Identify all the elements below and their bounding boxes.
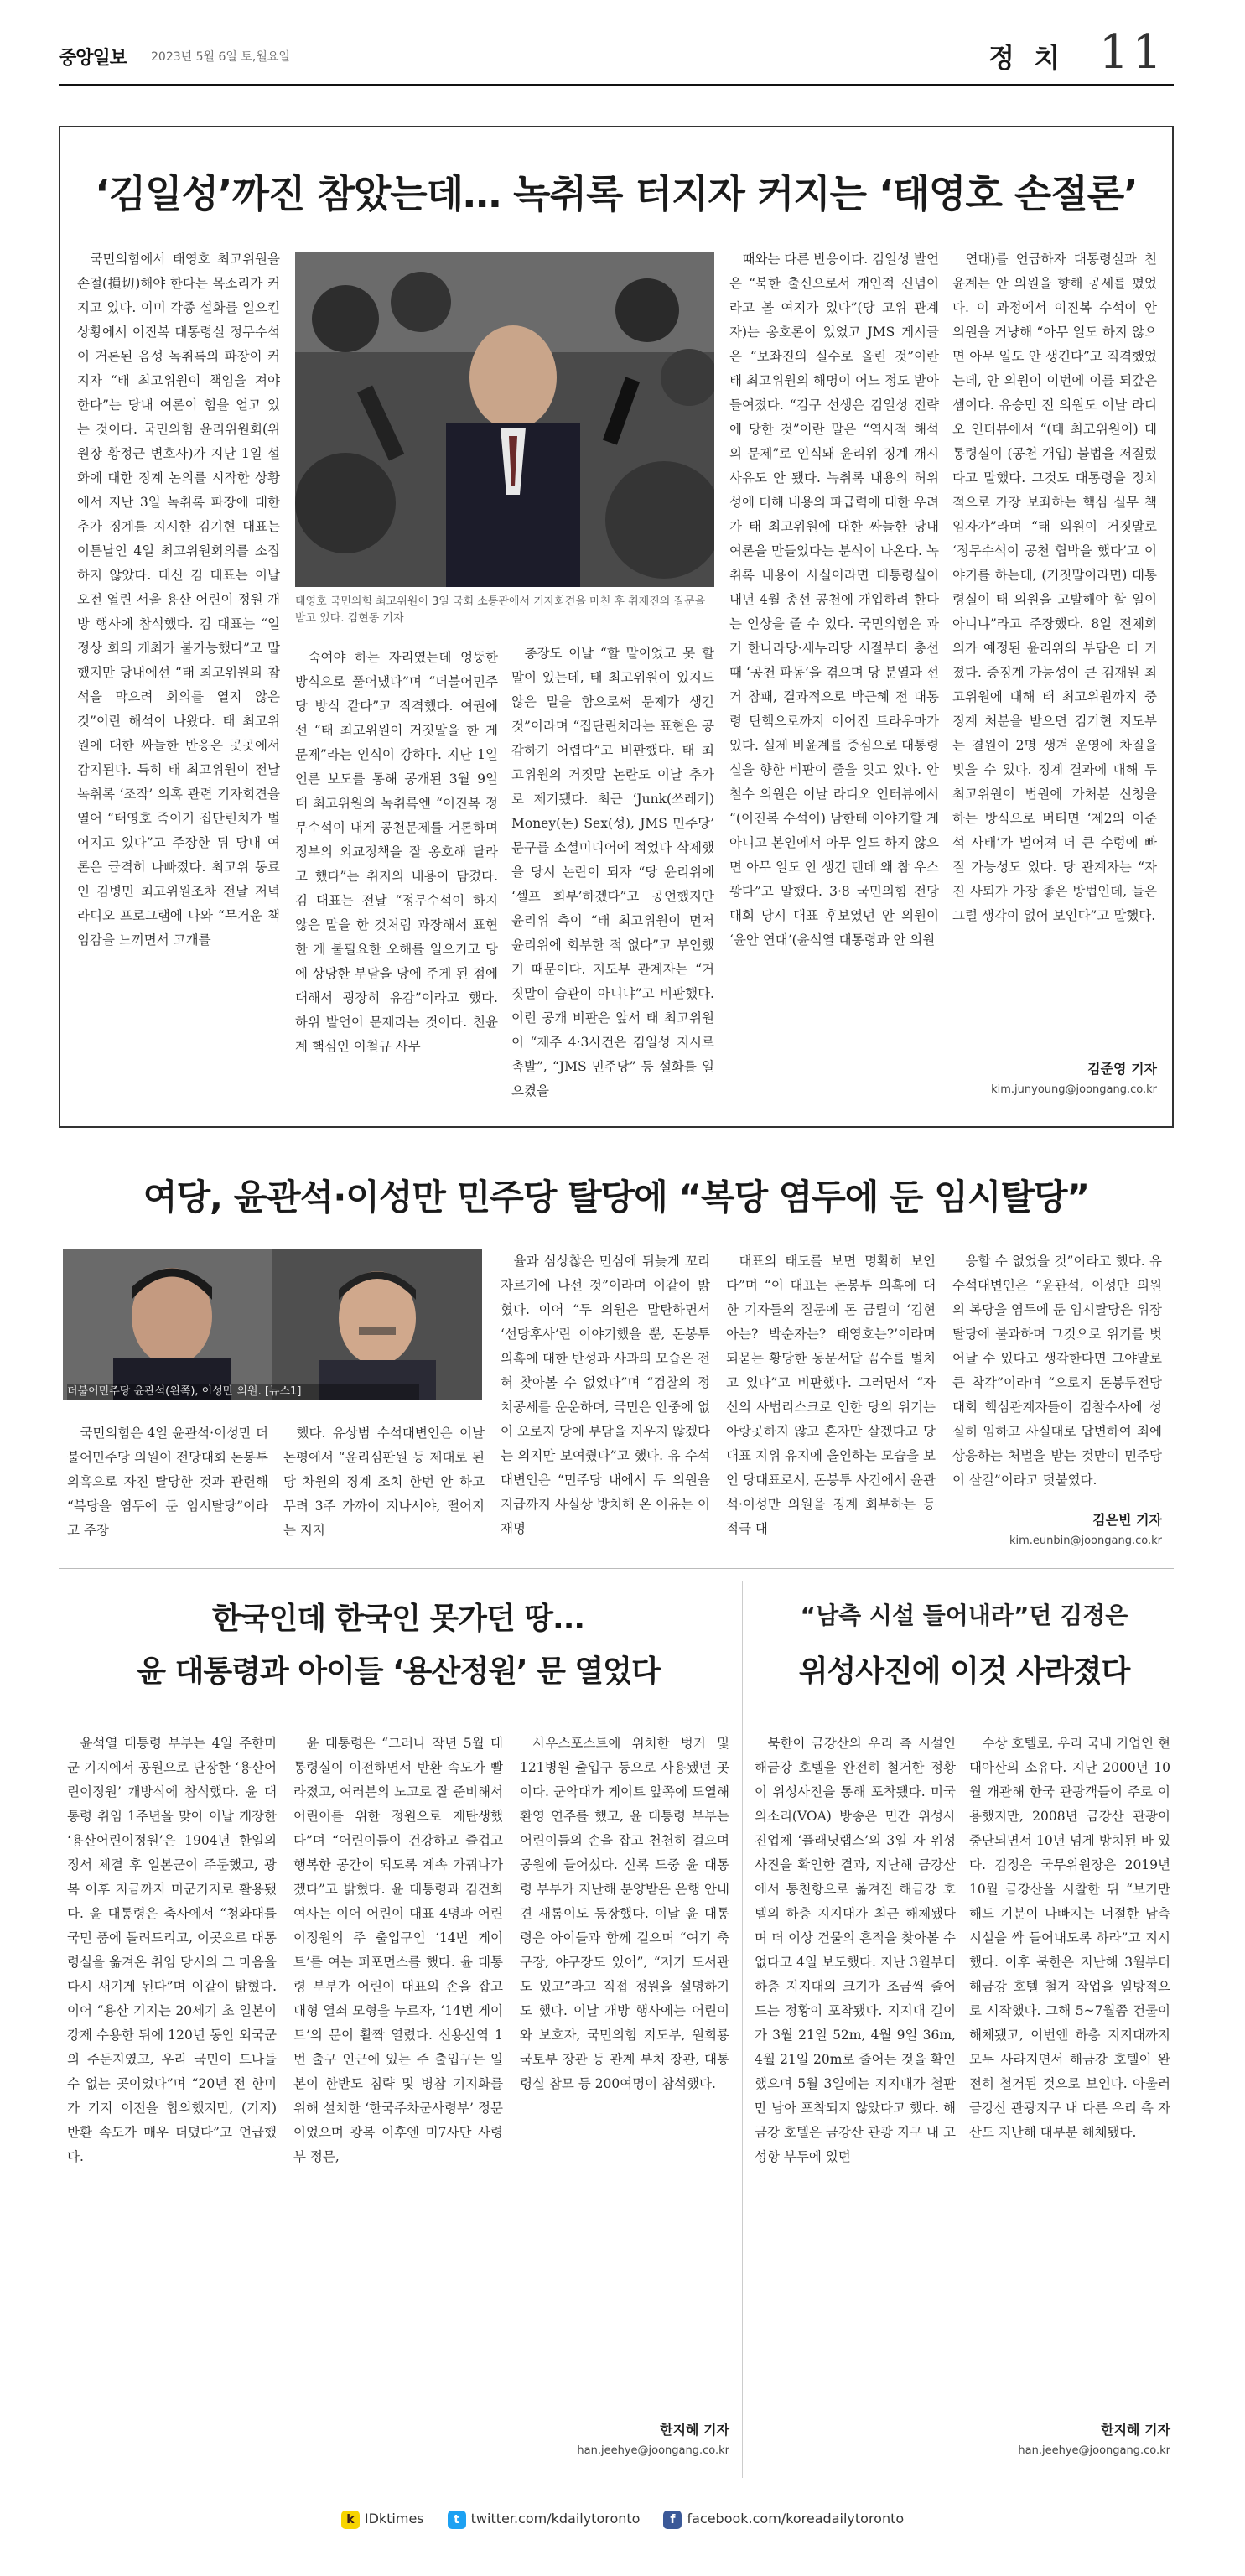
article1-col2-text: 숙여야 하는 자리였는데 엉뚱한 방식으로 풀어냈다”며 “더불어민주당 방식 같다”고 직격했다. 여권에선 “태 최고위원이 거짓말을 한 게 문제”라는 인식이 강하다. 지난 1일 언론 보도를 통해 공개된 3월 9일 태 최고위원의 녹취록엔 “이진복 정무수석이 내게 공천문제를 거론하며 정부의 외교정책을 잘 옹호해 달라고 했다”는 취지의 내용이 담겼다. 김 대표는 전날 “정무수석이 하지 않은 말을 한 것처럼 과장해서 표현한 게 불필요한 오해를 일으키고 당에 상당한 부담을 당에 주게 된 점에 대해서 굉장히 유감”이라고 했다. 하위 발언이 문제라는 것이다. 친윤계 핵심인 이철규 사무 [295,650,498,1054]
article1-photo-caption: 태영호 국민의힘 최고위원이 3일 국회 소통관에서 기자회견을 마친 후 취재진의 질문을 받고 있다. 김현동 기자 [295,595,706,625]
article3-col1-text: 윤석열 대통령 부부는 4일 주한미군 기지에서 공원으로 단장한 ‘용산어린이정원’ 개방식에 참석했다. 윤 대통령 취임 1주년을 맞아 이날 개장한 ‘용산어린이정원’은 1904년 한일의정서 체결 후 일본군이 주둔했고, 광복 이후 지금까지 미군기지로 활용됐다. 윤 대통령은 축사에서 “청와대를 국민 품에 돌려드리고, 이곳으로 대통령실을 옮겨온 취임 당시의 그 마음을 다시 새기게 된다”며 이같이 밝혔다. 이어 “용산 기지는 20세기 초 일본이 강제 수용한 뒤에 120년 동안 외국군의 주둔지였고, 우리 국민이 드나들 수 없는 곳이었다”며 “20년 전 한미가 기지 이전을 합의했지만, (기지) 반환 속도가 매우 더뎠다”고 언급했다. [67,1736,277,2164]
article2-photo [63,1249,482,1400]
section-name: 정 치 [988,42,1065,74]
social-footer [0,2503,1245,2537]
article3-headline-line2: 윤 대통령과 아이들 ‘용산정원’ 문 열었다 [137,1654,660,1689]
twitter-url: twitter.com/kdailytoronto [470,2511,641,2527]
article2-headline: 여당, 윤관석·이성만 민주당 탈당에 “복당 염두에 둔 임시탈당” [143,1176,1090,1218]
article4-headline: 위성사진에 이것 사라졌다 [798,1654,1130,1689]
section-divider [59,1568,1174,1569]
issue-date: 2023년 5월 6일 토,월요일 [151,50,290,64]
twitter-icon: t [448,2511,466,2529]
article3-column-1 [67,1732,277,2470]
article2-col4-text: 대표의 태도를 보면 명확히 보인다”며 “이 대표는 돈봉투 의혹에 대한 기자들의 질문에 돈 금릴이 ‘김현아는? 박순자는? 태영호는?’이라며 되묻는 황당한 동문서답 꼼수를 벌치고 있다”고 비판했다. 그러면서 “자신의 사법리스크로 인한 당의 위기는 아랑곳하지 않고 혼자만 살겠다고 당대표 지위 유지에 올인하는 모습을 보인 당대표로서, 돈봉투 사건에서 윤관석·이성만 의원을 징계 회부하는 등 적극 대 [726,1254,936,1536]
article1-col3-text: 총장도 이날 “할 말이었고 못 할 말이 있는데, 태 최고위원이 있지도 않은 말을 함으로써 문제가 생긴 것”이라며 “집단린치라는 표현은 공감하기 어렵다”고 비판했다. 태 최고위원의 거짓말 논란도 이날 추가로 제기됐다. 최근 ‘Junk(쓰레기) Money(돈) Sex(성), JMS 민주당’ 문구를 소셜미디어에 적었다 삭제했을 당시 논란이 되자 “당 윤리위에 ‘셀프 회부’하겠다”고 공언했지만 윤리위 측이 “태 최고위원이 먼저 윤리위에 회부한 적 없다”고 부인했기 때문이다. 지도부 관계자는 “거짓말이 습관이 아니냐”고 비판했다. 이런 공개 비판은 앞서 태 최고위원이 “제주 4·3사건은 김일성 지시로 촉발”, “JMS 민주당” 등 설화를 일으켰을 [511,646,714,1098]
article3-col2-text: 윤 대통령은 “그러나 작년 5월 대통령실이 이전하면서 반환 속도가 빨라졌고, 여러분의 노고로 잘 준비해서 어린이를 위한 정원으로 재탄생했다”며 “어린이들이 건강하고 즐겁고 행복한 공간이 되도록 계속 가꿔나가겠다”고 밝혔다. 윤 대통령과 김건희 여사는 이어 어린이 대표 4명과 어린이정원의 주 출입구인 ‘14번 게이트’를 여는 퍼포먼스를 했다. 윤 대통령 부부가 어린이 대표의 손을 잡고 대형 열쇠 모형을 누르자, ‘14번 게이트’의 문이 활짝 열렸다. 신용산역 1번 출구 인근에 있는 주 출입구는 일본이 한반도 침략 및 병참 기지화를 위해 설치한 ‘한국주차군사령부’ 정문이었으며 광복 이후엔 미7사단 사령부 정문, [293,1736,503,2164]
kakao-link[interactable] [341,2511,424,2529]
article4-column-1 [755,1732,956,2470]
article2-email[interactable]: kim.eunbin@joongang.co.kr [1009,1535,1162,1547]
masthead-rule [59,84,1174,86]
article4-kicker: “남측 시설 들어내라”던 김정은 [800,1602,1128,1629]
article3-byline: 한지혜 기자 [660,2422,729,2438]
article1-col5-text: 연대)를 언급하자 대통령실과 친윤계는 안 의원을 향해 공세를 폈었다. 이 과정에서 이진복 수석이 안 의원을 거냥해 “아무 일도 하지 않으면 아무 일도 안 생긴다”고 직격했었는데, 안 의원이 이번에 이를 되갚은 셈이다. 유승민 전 의원도 이날 라디오 인터뷰에서 “(태 최고위원이) 대통령실이 (공천 개입) 불법을 저질렀다고 말했다. 그것도 대통령을 정치적으로 가장 보좌하는 핵심 실무 책임자가”라며 “태 의원이 거짓말로 ‘정무수석이 공천 협박을 했다’고 이야기를 하는데, (거짓말이라면) 대통령실이 태 의원을 고발해야 할 일이 아니냐”라고 주장했다. 8일 전체회의가 예정된 윤리위의 부담은 더 커졌다. 중징계 가능성이 큰 김재원 최고위원에 대해 태 최고위원까지 중징계 처분을 받으면 김기현 지도부는 결원이 2명 생겨 운영에 차질을 빚을 수 있다. 징계 결과에 대해 두 최고위원이 법원에 가처분 신청을 하는 방식으로 버티면 ‘제2의 이준석 사태’가 벌어져 더 큰 수렁에 빠질 가능성도 있다. 당 관계자는 “자진 사퇴가 가장 좋은 방법인데, 들은 그럴 생각이 없어 보인다”고 말했다. [952,252,1157,923]
facebook-url: facebook.com/koreadailytoronto [687,2511,905,2527]
article4-column-2 [969,1732,1170,2402]
article1-column-5 [952,247,1157,1044]
article4-col1-text: 북한이 금강산의 우리 측 시설인 해금강 호텔을 완전히 철거한 정황이 위성사진을 통해 포착됐다. 미국의소리(VOA) 방송은 민간 위성사진업체 ‘플래닛랩스’의 3일 자 위성사진을 확인한 결과, 지난해 금강산에서 통천항으로 옮겨진 해금강 호텔의 하층 지지대가 최근 해체됐다며 더 이상 건물의 흔적을 찾아볼 수 없다고 4일 보도했다. 지난 3월부터 하층 지지대의 크기가 조금씩 줄어드는 정황이 포착됐다. 지지대 길이가 3월 21일 52m, 4월 9일 36m, 4월 21일 20m로 줄어든 것을 확인했으며 5월 3일에는 지지대가 철판만 남아 포착되지 않았다고 했다. 해금강 호텔은 금강산 관광 지구 내 고성항 부두에 있던 [755,1736,956,2164]
article2-byline: 김은빈 기자 [1092,1512,1162,1528]
article3-email[interactable]: han.jeehye@joongang.co.kr [577,2444,729,2457]
article2-col2-text: 했다. 유상범 수석대변인은 이날 논평에서 “윤리심판원 등 제대로 된 당 차원의 징계 조치 한번 안 하고 무려 3주 가까이 지나서야, 떨어지는 지지 [283,1426,485,1538]
article2-col3-text: 율과 심상찮은 민심에 뒤늦게 꼬리자르기에 나선 것”이라며 이같이 밝혔다. 이어 “두 의원은 말탄하면서 ‘선당후사’란 이야기했을 뿐, 돈봉투 의혹에 대한 반성과 사과의 모습은 전혀 찾아볼 수 없었다”며 “검찰의 정치공세를 운운하며, 국민은 안중에 없이 오로지 당에 부담을 지우지 않겠다는 의지만 보여줬다”고 했다. 유 수석대변인은 “민주당 내에서 두 의원을 지급까지 사실상 방치해 온 이유는 이재명 [501,1254,710,1536]
lawmakers-portrait-photo [63,1249,482,1400]
article1-col4-text: 때와는 다른 반응이다. 김일성 발언은 “북한 출신으로서 개인적 신념이라고 볼 여지가 있다”(당 고위 관계자)는 옹호론이 있었고 JMS 게시글은 “보좌진의 실수로 올린 것”이란 태 최고위원의 해명이 어느 정도 받아들여졌다. “김구 선생은 김일성 전략에 당한 것”이란 말은 “역사적 해석의 문제”로 인식돼 윤리위 징계 개시 사유도 안 됐다. 녹취록 내용의 허위성에 더해 내용의 파급력에 대한 우려가 태 최고위원에 대한 싸늘한 당내 여론을 만들었다는 분석이 나온다. 녹취록 내용이 사실이라면 대통령실이 내년 4월 총선 공천에 개입하려 한다는 인상을 줄 수 있다. 국민의힘은 과거 한나라당·새누리당 시절부터 총선 때 ‘공천 파동’을 겪으며 당 분열과 선거 참패, 결과적으로 박근혜 전 대통령 탄핵으로까지 이어진 트라우마가 있다. 실제 비윤계를 중심으로 대통령실을 향한 비판이 줄을 잇고 있다. 안철수 의원은 이날 라디오 인터뷰에서 “(이진복 수석이) 남한테 이야기할 게 아니고 본인에서 아무 일도 하지 않으면 아무 일도 안 생긴 텐데 왜 참 우스꽝다”고 말했다. 3·8 국민의힘 전당대회 당시 대표 후보였던 안 의원이 ‘윤안 연대’(윤석열 대통령과 안 의원 [729,252,939,948]
article2-col5-text: 응할 수 없었을 것”이라고 했다. 유 수석대변인은 “윤관석, 이성만 의원의 복당을 염두에 둔 임시탈당은 위장탈당에 불과하며 그것으로 위기를 벗어날 수 있다고 생각한다면 그야말로 큰 착각”이라며 “오로지 돈봉투전당대회 핵심관계자들이 검찰수사에 성실히 임하고 사실대로 답변하여 죄에 상응하는 처벌을 받는 것만이 민주당이 살길”이라고 덧붙였다. [952,1254,1162,1488]
article1-column-2 [295,646,498,1119]
article1-column-1 [77,247,280,1119]
article3-headline-line1: 한국인데 한국인 못가던 땅... [211,1602,585,1636]
newspaper-logo: 중앙일보 [59,48,127,69]
kakaotalk-icon: k [341,2511,360,2529]
article2-photo-caption: 더불어민주당 윤관석(왼쪽), 이성만 의원. [뉴스1] [67,1384,419,1400]
article4-email[interactable]: han.jeehye@joongang.co.kr [1018,2444,1170,2457]
column-separator [742,1581,743,2478]
article1-column-3 [511,247,714,1119]
article1-byline: 김준영 기자 [1087,1061,1157,1077]
article4-byline: 한지혜 기자 [1101,2422,1170,2438]
article2-column-2 [283,1421,485,1555]
article2-column-3 [501,1249,710,1560]
page-number: 11 [1098,25,1165,80]
article3-col3-text: 사우스포스트에 위치한 벙커 및 121병원 출입구 등으로 사용됐던 곳이다. 군악대가 게이트 앞쪽에 도열해 환영 연주를 했고, 윤 대통령 부부는 어린이들의 손을 잡고 천천히 걸으며 공원에 들어섰다. 신록 도중 윤 대통령 부부가 지난해 분양받은 은행 안내견 새롬이도 등장했다. 이날 윤 대통령은 아이들과 함께 걸으며 “여기 축구장, 야구장도 있어”, “저기 도서관도 있고”라고 직접 정원을 설명하기도 했다. 이날 개방 행사에는 어린이와 보호자, 국민의힘 지도부, 원희룡 국토부 장관 등 관계 부처 장관, 대통령실 참모 등 200여명이 참석했다. [520,1736,729,2091]
article1-column-4 [729,247,939,1119]
twitter-link[interactable] [448,2511,641,2529]
kakao-id: IDktimes [364,2511,424,2527]
article3-column-2 [293,1732,503,2470]
article1-col1-text: 국민의힘에서 태영호 최고위원을 손절(損切)해야 한다는 목소리가 커지고 있다. 이미 각종 설화를 일으킨 상황에서 이진복 대통령실 정무수석이 거론된 음성 녹취록의 파장이 커지자 “태 최고위원이 책임을 져야 한다”는 당내 여론이 힘을 얻고 있는 것이다. 국민의힘 윤리위원회(위원장 황정근 변호사)가 지난 1일 설화에 대한 징계 논의를 시작한 상황에서 지난 3일 녹취록 파장에 대한 추가 징계를 지시한 김기현 대표는 이튿날인 4일 최고위원회의를 소집하지 않았다. 대신 김 대표는 이날 오전 열린 서울 용산 어린이 정원 개방 행사에 참석했다. 김 대표는 “일정상 회의 개최가 불가능했다”고 말했지만 당내에선 “태 최고위원의 참석을 막으려 회의를 열지 않은 것”이란 해석이 나왔다. 태 최고위원에 대한 싸늘한 반응은 곳곳에서 감지된다. 특히 태 최고위원이 전날 녹취록 ‘조작’ 의혹 관련 기자회견을 열어 “태영호 죽이기 집단린치가 벌어지고 있다”고 주장한 뒤 당내 여론은 급격히 나빠졌다. 최고위 동료인 김병민 최고위원조차 전날 저녁 라디오 프로그램에 나와 “무거운 책임감을 느끼면서 고개를 [77,252,280,948]
article1-email[interactable]: kim.junyoung@joongang.co.kr [991,1083,1157,1096]
article2-column-5 [952,1249,1162,1493]
facebook-icon: f [663,2511,682,2529]
article2-column-4 [726,1249,936,1560]
masthead [59,25,1174,82]
article2-column-1 [67,1421,268,1555]
article1-headline: ‘김일성’까진 참았는데… 녹취록 터지자 커지는 ‘태영호 손절론’ [95,171,1138,216]
facebook-link[interactable] [663,2511,904,2529]
article4-col2-text: 수상 호텔로, 우리 국내 기업인 현대아산의 소유다. 지난 2000년 10월 개관해 한국 관광객들이 주로 이용했지만, 2008년 금강산 관광이 중단되면서 10년 넘게 방치된 바 있다. 김정은 국무위원장은 2019년 10월 금강산을 시찰한 뒤 “보기만 해도 기분이 나빠지는 너절한 남측 시설을 싹 들어내도록 하라”고 지시했다. 이후 북한은 지난해 3월부터 해금강 호텔 철거 작업을 일방적으로 시작했다. 그해 5~7월쯤 건물이 해체됐고, 이번엔 하층 지지대까지 모두 사라지면서 해금강 호텔이 완전히 철거된 것으로 보인다. 아울러 금강산 관광지구 내 다른 우리 측 자산도 지난해 대부분 해체됐다. [969,1736,1170,2140]
article2-col1-text: 국민의힘은 4일 윤관석·이성만 더불어민주당 의원이 전당대회 돈봉투 의혹으로 자진 탈당한 것과 관련해 “복당을 염두에 둔 임시탈당”이라고 주장 [67,1426,268,1538]
article3-column-3 [520,1732,729,2402]
